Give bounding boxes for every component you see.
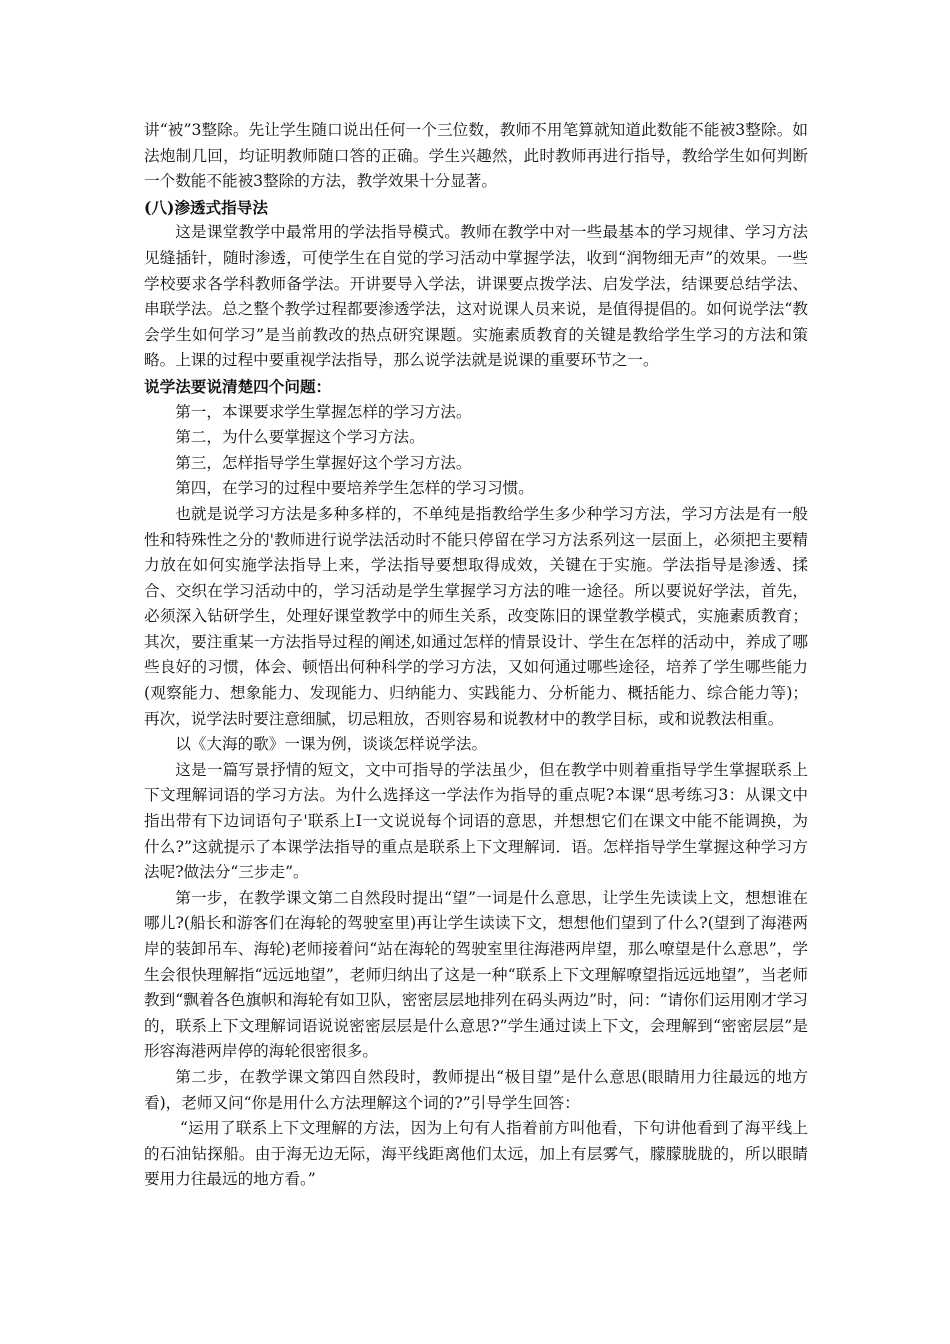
question-item-fourth: 第四，在学习的过程中要培养学生怎样的学习习惯。 <box>175 479 534 498</box>
question-item-third: 第三，怎样指导学生掌握好这个学习方法。 <box>175 453 472 472</box>
question-item-second: 第二，为什么要掌握这个学习方法。 <box>175 428 425 447</box>
paragraph-example-intro: 以《大海的歌》一课为例，谈谈怎样说学法。 <box>175 735 488 754</box>
paragraph-intro-continuation: 讲“被”3整除。先让学生随口说出任何一个三位数，教师不用笔算就知道此数能不能被3整除。如法炮制几回，均证明教师随口答的正确。学生兴趣然，此时教师再进行指导，教给学生如何判断一个数能不能被3整除的方法，教学效果十分显著。 <box>144 121 808 191</box>
paragraph-infiltration-method: 这是课堂教学中最常用的学法指导模式。教师在教学中对一些最基本的学习规律、学习方法见缝插针，随时渗透，可使学生在自觉的学习活动中掌握学法，收到“润物细无声”的效果。一些学校要求各学科教师备学法。开讲要导入学法，讲课要点拨学法、启发学法，结课要总结学法、串联学法。总之整个教学过程都要渗透学法，这对说课人员来说，是值得提倡的。如何说学法“教会学生如何学习”是当前教改的热点研究课题。实施素质教育的关键是教给学生学习的方法和策略。上课的过程中要重视学法指导，那么说学法就是说课的重要环节之一。 <box>144 223 808 370</box>
section-heading-four-questions: 说学法要说清楚四个问题： <box>144 376 332 396</box>
paragraph-example-overview: 这是一篇写景抒情的短文，文中可指导的学法虽少，但在教学中则着重指导学生掌握联系上下文理解词语的学习方法。为什么选择这一学法作为指导的重点呢?本课“思考练习3：从课文中指出带有下边词语句子'联系上I一文说说每个词语的意思，并想想它们在课文中能不能调换，为什么?”这就提示了本课学法指导的重点是联系上下文理解词．语。怎样指导学生掌握这种学习方法呢?做法分“三步走”。 <box>144 760 808 882</box>
paragraph-step-two: 第二步，在教学课文第四自然段时，教师提出“极目望”是什么意思(眼睛用力往最远的地方看)，老师又问“你是用什么方法理解这个词的?”引导学生回答： <box>144 1067 808 1112</box>
paragraph-student-answer-quote: “运用了联系上下文理解的方法，因为上句有人指着前方叫他看，下句讲他看到了海平线上的石油钻探船。由于海无边无际，海平线距离他们太远，加上有层雾气，朦朦胧胧的，所以眼睛要用力往最远的地方看。” <box>144 1119 808 1189</box>
section-heading-infiltration-method: (八)渗透式指导法 <box>144 197 268 217</box>
question-item-first: 第一，本课要求学生掌握怎样的学习方法。 <box>175 402 472 421</box>
document-page <box>144 118 808 1193</box>
paragraph-step-one: 第一步，在教学课文第二自然段时提出“望”一词是什么意思，让学生先读读上文，想想谁在哪儿?(船长和游客们在海轮的驾驶室里)再让学生读读下文，想想他们望到了什么?(望到了海港两岸的装卸吊车、海轮)老师接着问“站在海轮的驾驶室里往海港两岸望，那么嘹望是什么意思”，学生会很快理解指“远远地望”，老师归纳出了这是一种“联系上下文理解嘹望指远远地望”，当老师教到“飘着各色旗帜和海轮有如卫队，密密层层地排列在码头两边”时，问：“请你们运用刚才学习的，联系上下文理解词语说说密密层层是什么意思?”学生通过读上下文，会理解到“密密层层”是形容海港两岸停的海轮很密很多。 <box>144 888 808 1061</box>
paragraph-learning-methods: 也就是说学习方法是多种多样的，不单纯是指教给学生多少种学习方法，学习方法是有一般性和特殊性之分的'教师进行说学法活动时不能只停留在学习方法系列这一层面上，必须把主要精力放在如何实施学法指导上来，学法指导要想取得成效，关键在于实施。学法指导是渗透、揉合、交织在学习活动中的，学习活动是学生掌握学习方法的唯一途径。所以要说好学法，首先，必须深入钻研学生，处理好课堂教学中的师生关系，改变陈旧的课堂教学模式，实施素质教育；其次，要注重某一方法指导过程的阐述,如通过怎样的情景设计、学生在怎样的活动中，养成了哪些良好的习惯，体会、顿悟出何种科学的学习方法，又如何通过哪些途径，培养了学生哪些能力(观察能力、想象能力、发现能力、归纳能力、实践能力、分析能力、概括能力、综合能力等)；再次，说学法时要注意细腻，切忌粗放，否则容易和说教材中的教学目标，或和说教法相重。 <box>144 504 808 728</box>
